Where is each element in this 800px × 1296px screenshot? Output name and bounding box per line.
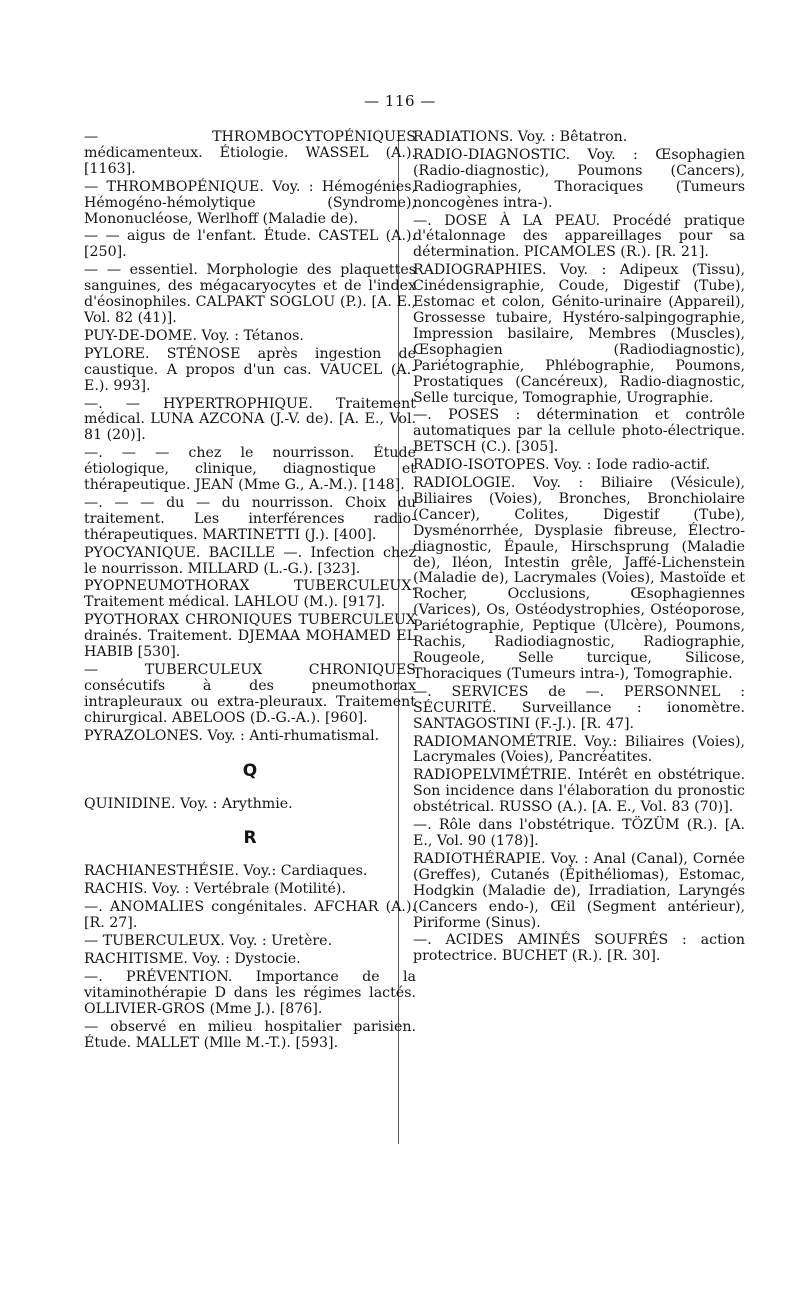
page-number: — 116 — [364,92,436,110]
index-entry: —. DOSE À LA PEAU. Procédé pratique d'étalonnage des appareillages pour sa détermination. PICAMOLES (R.). [R. 21]. [413,212,745,261]
index-entry: — TUBERCULEUX. Voy. : Uretère. [84,933,333,950]
index-entry: RACHIS. Voy. : Vertébrale (Motilité). [84,881,346,898]
index-entry: — — aigus de l'enfant. Étude. CASTEL (A.). [250]. [84,228,416,261]
index-entry: QUINIDINE. Voy. : Arythmie. [84,795,293,812]
index-entry: —. — — du — du nourrisson. Choix du traitement. Les interférences radio-thérapeutiques. MARTINETTI (J.). [400]. [84,494,416,543]
index-entry: — observé en milieu hospitalier parisien. Étude. MALLET (Mlle M.-T.). [593]. [84,1018,416,1051]
index-entry: — THROMBOCYTOPÉNIQUES médicamenteux. Étiologie. WASSEL (A.). [1163]. [84,129,416,177]
index-entry: —. SERVICES de —. PERSONNEL : SÉCURITÉ. Surveillance : ionomètre. SANTAGOSTINI (F.-J.). [R. 47]. [413,683,745,732]
index-entry: RADIO-DIAGNOSTIC. Voy. : Œsophagien (Radio-diagnostic), Poumons (Cancers), Radiographies, Thoraciques (Tumeurs noncogènes intra-). [413,146,745,211]
index-entry: — — essentiel. Morphologie des plaquettes sanguines, des mégacaryocytes et de l'index d'éosinophiles. CALPAKT SOGLOU (P.). [A. E., Vol. 82 (41)]. [84,262,416,326]
index-entry: PYOCYANIQUE. BACILLE —. Infection chez le nourrisson. MILLARD (L.-G.). [323]. [84,544,416,577]
index-entry: — TUBERCULEUX CHRONIQUES consécutifs à des pneumothorax intrapleuraux ou extra-pleuraux. Traitement chirurgical. ABELOOS (D.-G.-A.). [960]. [84,662,416,726]
index-entry: —. ANOMALIES congénitales. AFCHAR (A.). [R. 27]. [84,899,416,932]
index-entry: RADIOTHÉRAPIE. Voy. : Anal (Canal), Cornée (Greffes), Cutanés (Épithéliomas), Estomac, Hodgkin (Maladie de), Irradiation, Laryngés (Cancers endo-), Œil (Segment antérieur), Piriforme (Sinus). [413,850,745,931]
index-entry: PYRAZOLONES. Voy. : Anti-rhumatismal. [84,727,380,744]
index-entry: RADIO-ISOTOPES. Voy. : Iode radio-actif. [413,457,711,474]
right-column [413,130,745,967]
index-entry: RADIOPELVIMÉTRIE. Intérêt en obstétrique. Son incidence dans l'élaboration du pronostic obstétrical. RUSSO (A.). [A. E., Vol. 83 (70)]. [413,767,745,816]
index-entry: RADIOGRAPHIES. Voy. : Adipeux (Tissu), Cinédensigraphie, Coude, Digestif (Tube), Estomac et colon, Génito-urinaire (Appareil), Grossesse tubaire, Hystéro-salpingographie, Impression basilaire, Membres (Muscles), Œsophagien (Radiodiagnostic), Pariétographie, Phlébographie, Poumons, Prostatiques (Cancéreux), Radio-diagnostic, Selle turcique, Tomographie, Urographie. [413,262,745,406]
index-entry: —. — HYPERTROPHIQUE. Traitement médical. LUNA AZCONA (J.-V. de). [A. E., Vol. 81 (20)]. [84,395,416,444]
index-entry: — THROMBOPÉNIQUE. Voy. : Hémogénies, Hémogéno-hémolytique (Syndrome), Mononucléose, Werlhoff (Maladie de). [84,178,416,227]
index-entry: —. — — chez le nourrisson. Étude étiologique, clinique, diagnostique et thérapeutique. JEAN (Mme G., A.-M.). [148]. [84,445,416,494]
index-entry: PYLORE. STÉNOSE après ingestion de caustique. A propos d'un cas. VAUCEL (A.-E.). 993]. [84,345,416,394]
section-letter-r: R [243,828,257,849]
index-entry: PYOTHORAX CHRONIQUES TUBERCULEUX drainés. Traitement. DJEMAA MOHAMED EL HABIB [530]. [84,612,416,661]
index-entry: RACHITISME. Voy. : Dystocie. [84,950,301,967]
index-entry: PUY-DE-DOME. Voy. : Tétanos. [84,327,304,344]
index-entry: RADIOMANOMÉTRIE. Voy.: Biliaires (Voies), Lacrymales (Voies), Pancréatites. [413,733,745,766]
left-column [84,130,416,1053]
index-entry: —. Rôle dans l'obstétrique. TÖZÜM (R.). [A. E., Vol. 90 (178)]. [413,817,745,849]
section-letter-q: Q [242,760,258,781]
index-entry: —. POSES : détermination et contrôle automatiques par la cellule photo-électrique. BETSCH (C.). [305]. [413,407,745,456]
index-entry: RACHIANESTHÉSIE. Voy.: Cardiaques. [84,863,368,880]
index-entry: RADIATIONS. Voy. : Bêtatron. [413,129,628,145]
index-entry: PYOPNEUMOTHORAX TUBERCULEUX. Traitement médical. LAHLOU (M.). [917]. [84,578,416,611]
index-entry: —. ACIDES AMINÉS SOUFRÉS : action protectrice. BUCHET (R.). [R. 30]. [413,932,745,965]
index-entry: —. PRÉVENTION. Importance de la vitaminothérapie D dans les régimes lactés. OLLIVIER-GROS (Mme J.). [876]. [84,968,416,1017]
index-entry: RADIOLOGIE. Voy. : Biliaire (Vésicule), Biliaires (Voies), Bronches, Bronchiolaire (Cancer), Colites, Digestif (Tube), Dysménorrhée, Dysplasie fibreuse, Électro-diagnostic, Épaule, Hirschsprung (Maladie de), Iléon, Intestin grêle, Jaffé-Lichenstein (Maladie de), Lacrymales (Voies), Mastoïde et Rocher, Occlusions, Œsophagiennes (Varices), Os, Ostéodystrophies, Ostéoporose, Pariétographie, Peptique (Ulcère), Poumons, Rachis, Radiodiagnostic, Radiographie, Rougeole, Selle turcique, Silicose, Thoraciques (Tumeurs intra-), Tomographie. [413,475,745,682]
